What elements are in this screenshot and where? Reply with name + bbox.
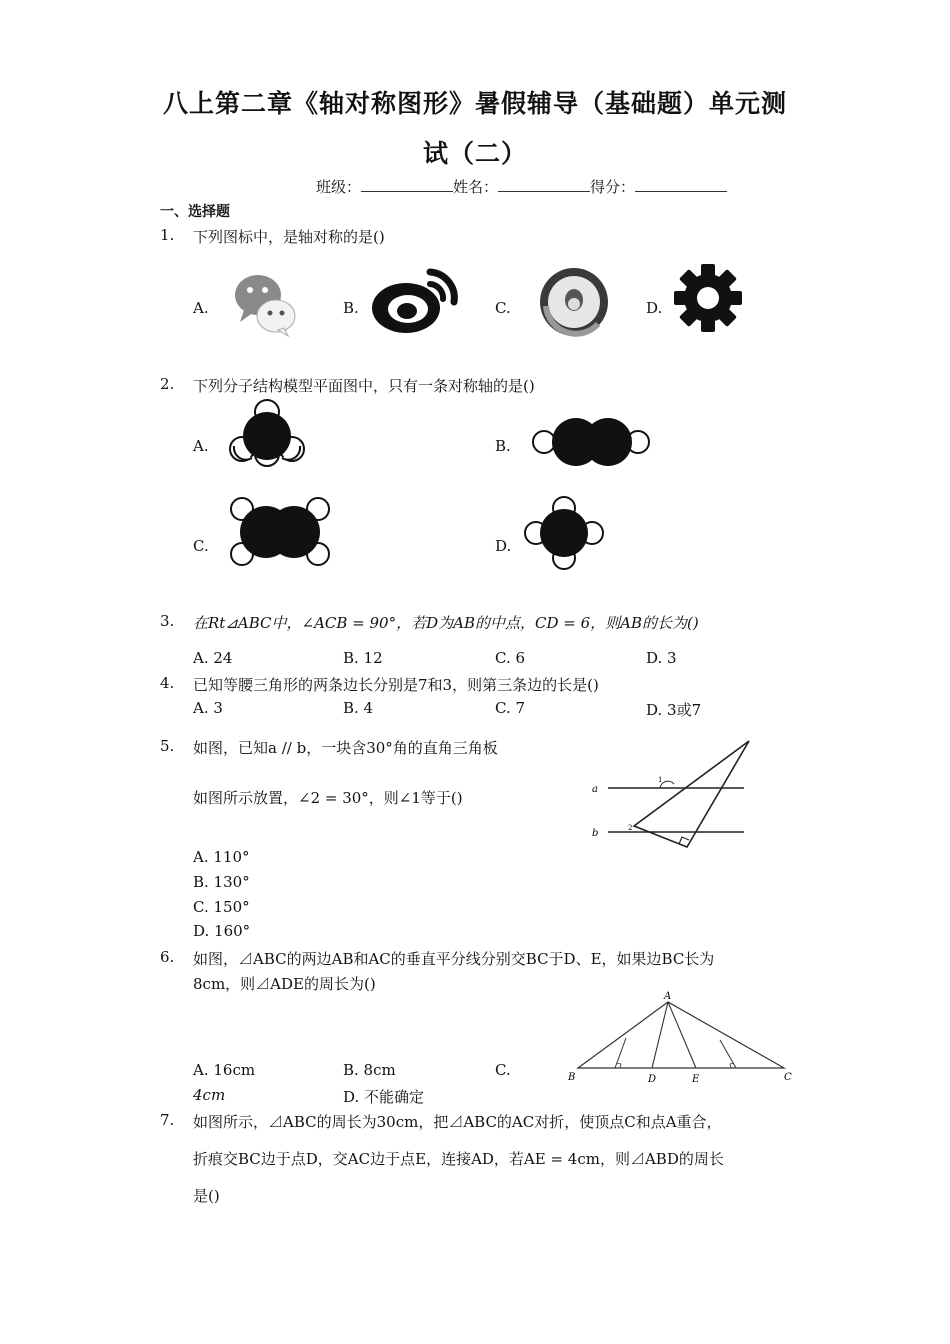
q1-option-d: D. bbox=[646, 299, 663, 317]
q6-text-line2: 8cm，则⊿ADE的周长为() bbox=[193, 975, 376, 993]
wechat-icon bbox=[230, 268, 300, 338]
q5-option-d: D. 160° bbox=[193, 922, 251, 940]
q5-parallel-lines-figure bbox=[582, 736, 752, 852]
q6-option-b: B. 8cm bbox=[343, 1061, 396, 1079]
header-fields bbox=[316, 176, 727, 197]
q6-option-c: C. bbox=[495, 1061, 511, 1079]
q7-text-line2: 折痕交BC边于点D，交AC边于点E，连接AD，若AE = 4cm，则⊿ABD的周长 bbox=[193, 1150, 724, 1168]
q5-label-angle2: 2 bbox=[628, 824, 633, 832]
section-heading: 一、选择题 bbox=[160, 204, 230, 220]
molecule-b-figure bbox=[530, 415, 652, 469]
q3-text: 在Rt⊿ABC中，∠ACB = 90°，若D为AB的中点，CD = 6，则AB的长为() bbox=[193, 614, 699, 632]
q4-option-d: D. 3或7 bbox=[646, 701, 702, 719]
q6-label-D: D bbox=[648, 1074, 657, 1084]
q6-number: 6. bbox=[160, 948, 175, 966]
q4-number: 4. bbox=[160, 674, 175, 692]
q5-number: 5. bbox=[160, 737, 175, 755]
q6-label-E: E bbox=[692, 1074, 700, 1084]
molecule-a-figure bbox=[226, 396, 308, 468]
molecule-d-figure bbox=[524, 495, 604, 571]
q2-option-c: C. bbox=[193, 537, 209, 555]
q2-option-b: B. bbox=[495, 437, 511, 455]
score-label: 得分： bbox=[590, 178, 636, 196]
doc-title-line2: 试（二） bbox=[422, 139, 527, 168]
doc-title-line1: 八上第二章《轴对称图形》暑假辅导（基础题）单元测 bbox=[162, 89, 787, 118]
q7-number: 7. bbox=[160, 1111, 175, 1129]
q6-label-A: A bbox=[664, 991, 672, 1002]
q5-label-a: a bbox=[592, 784, 598, 795]
q2-option-a: A. bbox=[193, 437, 209, 455]
q1-text: 下列图标中，是轴对称的是() bbox=[193, 228, 385, 246]
q4-option-c: C. 7 bbox=[495, 699, 526, 717]
class-label: 班级： bbox=[316, 178, 362, 196]
q3-option-d: D. 3 bbox=[646, 649, 677, 667]
q3-option-b: B. 12 bbox=[343, 649, 383, 667]
q4-option-b: B. 4 bbox=[343, 699, 374, 717]
q6-text-line1: 如图，⊿ABC的两边AB和AC的垂直平分线分别交BC于D、E，如果边BC长为 bbox=[193, 950, 715, 968]
q5-label-angle1: 1 bbox=[658, 776, 663, 784]
q3-option-a: A. 24 bbox=[193, 649, 233, 667]
q5-option-c: C. 150° bbox=[193, 898, 250, 916]
q1-number: 1. bbox=[160, 226, 175, 244]
q7-text-line3: 是() bbox=[193, 1187, 220, 1205]
q2-number: 2. bbox=[160, 375, 175, 393]
q5-text-line1: 如图，已知a // b，一块含30°角的直角三角板 bbox=[193, 739, 498, 757]
q7-text-line1: 如图所示，⊿ABC的周长为30cm，把⊿ABC的AC对折，使顶点C和点A重合， bbox=[193, 1113, 722, 1131]
q2-text: 下列分子结构模型平面图中，只有一条对称轴的是() bbox=[193, 377, 535, 395]
q1-option-b: B. bbox=[343, 299, 359, 317]
q1-option-a: A. bbox=[193, 299, 209, 317]
q4-text: 已知等腰三角形的两条边长分别是7和3，则第三条边的长是() bbox=[193, 676, 599, 694]
q6-label-B: B bbox=[568, 1072, 576, 1083]
q5-label-b: b bbox=[592, 828, 599, 839]
score-blank bbox=[635, 177, 727, 192]
q5-option-a: A. 110° bbox=[193, 848, 250, 866]
q3-option-c: C. 6 bbox=[495, 649, 526, 667]
q5-text-line2: 如图所示放置，∠2 = 30°，则∠1等于() bbox=[193, 789, 463, 807]
molecule-c-figure bbox=[228, 496, 332, 568]
qq-browser-icon bbox=[538, 266, 612, 340]
q6-triangle-figure bbox=[564, 988, 796, 1084]
q1-option-c: C. bbox=[495, 299, 511, 317]
q6-option-a: A. 16cm bbox=[193, 1061, 256, 1079]
weibo-icon bbox=[368, 262, 460, 338]
q5-option-b: B. 130° bbox=[193, 873, 250, 891]
name-label: 姓名： bbox=[453, 178, 499, 196]
q6-option-d: D. 不能确定 bbox=[343, 1088, 425, 1106]
class-blank bbox=[361, 177, 453, 192]
q6-option-c-value: 4cm bbox=[193, 1086, 226, 1104]
name-blank bbox=[498, 177, 590, 192]
q4-option-a: A. 3 bbox=[193, 699, 223, 717]
q3-number: 3. bbox=[160, 612, 175, 630]
settings-gear-icon bbox=[674, 264, 742, 332]
q6-label-C: C bbox=[784, 1072, 792, 1083]
q2-option-d: D. bbox=[495, 537, 512, 555]
